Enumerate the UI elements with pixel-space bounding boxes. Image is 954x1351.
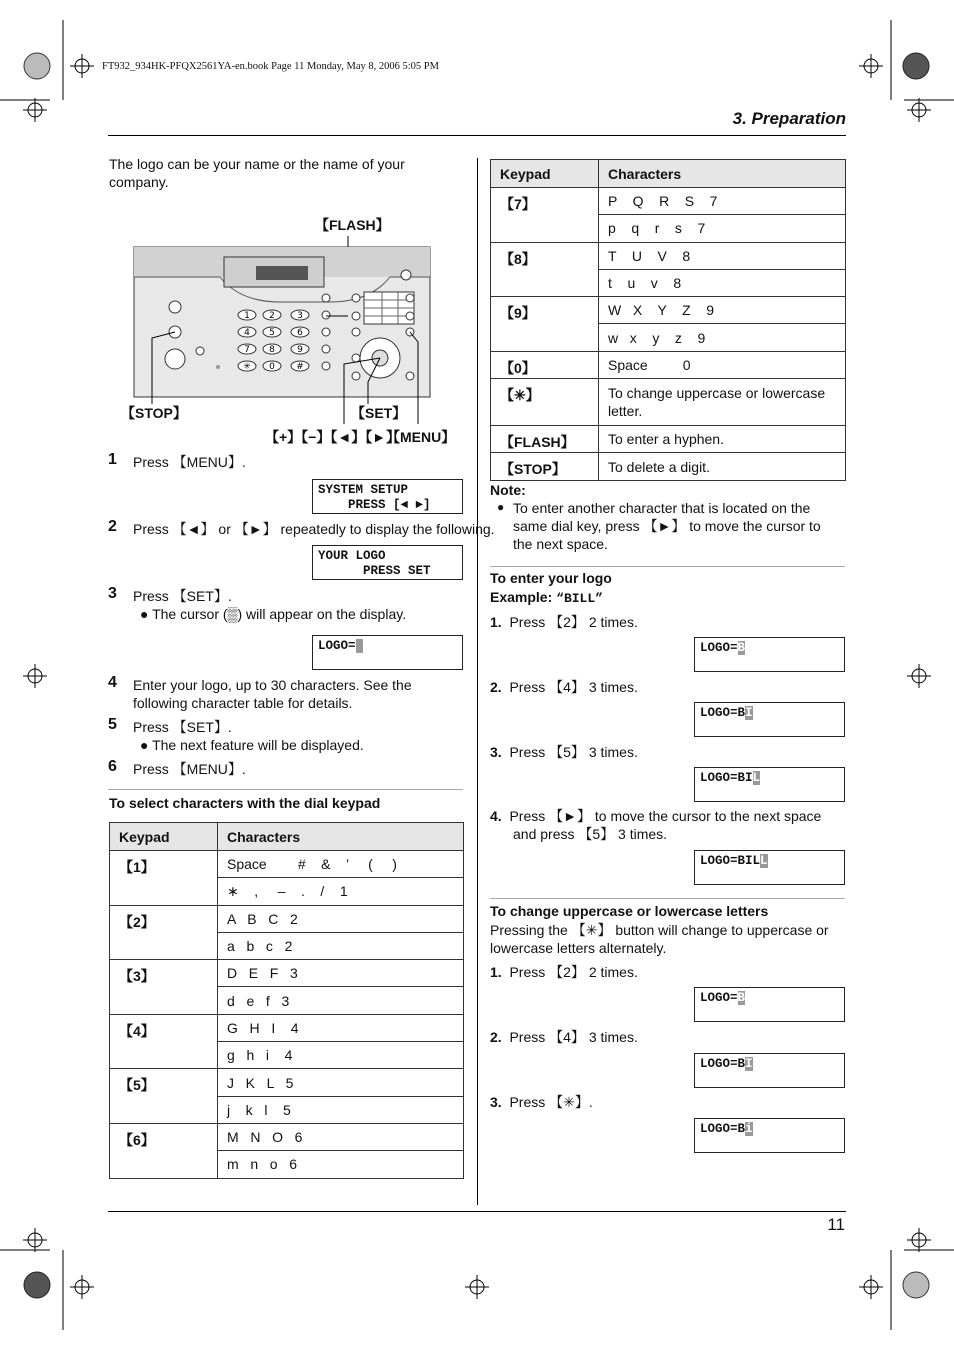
chars-cell: To delete a digit. bbox=[599, 453, 846, 480]
bullet-text: ● The cursor (▒) will appear on the display. bbox=[140, 606, 407, 622]
label-flash: 【FLASH】 bbox=[315, 217, 390, 233]
key-cell: 【9】 bbox=[491, 297, 599, 352]
label-set: 【SET】 bbox=[351, 405, 407, 421]
display-logo-bill: LOGO=BILL bbox=[694, 850, 845, 885]
dial-keypad-heading: To select characters with the dial keypad bbox=[109, 795, 381, 811]
intro-text: The logo can be your name or the name of your company. bbox=[109, 156, 405, 190]
key-cell: 【0】 bbox=[491, 351, 599, 378]
label-menu: 【MENU】 bbox=[386, 429, 456, 445]
divider bbox=[490, 898, 845, 899]
section-title: 3. Preparation bbox=[732, 109, 846, 128]
case-text: Pressing the 【✳】 button will change to uppercase or lowercase letters alternately. bbox=[490, 922, 829, 956]
step-number: 3 bbox=[108, 585, 117, 602]
key-cell: 【STOP】 bbox=[491, 453, 599, 480]
display-logo-bi: LOGO=BI bbox=[694, 702, 845, 737]
chars-cell: T U V 8 bbox=[599, 242, 846, 269]
key-star: ✳ bbox=[243, 362, 251, 372]
key-9: 9 bbox=[297, 345, 303, 355]
chars-cell: p q r s 7 bbox=[599, 215, 846, 242]
chars-cell: a b c 2 bbox=[218, 932, 464, 959]
chars-cell: g h i 4 bbox=[218, 1042, 464, 1069]
display-case-b: LOGO=B bbox=[694, 987, 845, 1022]
characters-header: Characters bbox=[599, 160, 846, 188]
step-text: Press 【SET】. bbox=[133, 588, 232, 604]
enter-logo-heading: To enter your logo bbox=[490, 570, 612, 586]
label-nav-keys: 【+】【−】【◄】【►】 bbox=[265, 429, 401, 445]
key-0: 0 bbox=[269, 362, 275, 372]
key-cell: 【8】 bbox=[491, 242, 599, 297]
step-text: Press 【MENU】. bbox=[133, 761, 246, 777]
footer-rule bbox=[108, 1211, 846, 1212]
enter-step-1: 1. Press 【2】 2 times. bbox=[490, 614, 638, 630]
key-8: 8 bbox=[269, 345, 275, 355]
key-7: 7 bbox=[244, 345, 250, 355]
display-case-bi: LOGO=BI bbox=[694, 1053, 845, 1088]
key-3: 3 bbox=[297, 311, 303, 321]
case-step-3: 3. Press 【✳】. bbox=[490, 1094, 593, 1110]
key-6: 6 bbox=[297, 328, 303, 338]
note-title: Note: bbox=[490, 482, 526, 498]
chars-cell: W X Y Z 9 bbox=[599, 297, 846, 324]
step-number: 6 bbox=[108, 758, 117, 775]
key-cell: 【7】 bbox=[491, 188, 599, 243]
chars-cell: P Q R S 7 bbox=[599, 188, 846, 215]
chars-cell: d e f 3 bbox=[218, 987, 464, 1014]
key-hash: # bbox=[296, 362, 304, 372]
enter-step-2: 2. Press 【4】 3 times. bbox=[490, 679, 638, 695]
label-stop: 【STOP】 bbox=[121, 405, 187, 421]
step-text: Press 【◄】 or 【►】 repeatedly to display the following. bbox=[133, 521, 495, 537]
example-line: Example: “BILL” bbox=[490, 589, 603, 606]
column-divider bbox=[477, 158, 478, 1205]
divider bbox=[108, 789, 463, 790]
chars-cell: G H I 4 bbox=[218, 1014, 464, 1041]
key-4: 4 bbox=[244, 328, 250, 338]
key-cell: 【2】 bbox=[110, 905, 218, 960]
key-cell: 【✳】 bbox=[491, 379, 599, 426]
chars-cell: ∗ , – . / 1 bbox=[218, 878, 464, 905]
characters-header: Characters bbox=[218, 823, 464, 851]
chars-cell: J K L 5 bbox=[218, 1069, 464, 1096]
step-text: Press 【SET】. bbox=[133, 719, 232, 735]
key-2: 2 bbox=[269, 311, 275, 321]
key-cell: 【5】 bbox=[110, 1069, 218, 1124]
key-cell: 【6】 bbox=[110, 1123, 218, 1178]
chars-cell: M N O 6 bbox=[218, 1123, 464, 1150]
chars-cell: t u v 8 bbox=[599, 269, 846, 296]
display-logo: LOGO= bbox=[312, 635, 463, 670]
step-number: 1 bbox=[108, 451, 117, 468]
display-logo-bil: LOGO=BIL bbox=[694, 767, 845, 802]
keypad-header: Keypad bbox=[491, 160, 599, 188]
bullet-text: ● The next feature will be displayed. bbox=[140, 737, 364, 753]
chars-cell: m n o 6 bbox=[218, 1151, 464, 1178]
cursor bbox=[356, 639, 364, 653]
key-cell: 【4】 bbox=[110, 1014, 218, 1069]
page-number: 11 bbox=[827, 1215, 845, 1234]
character-table-right bbox=[490, 159, 846, 481]
key-cell: 【1】 bbox=[110, 851, 218, 906]
enter-step-4: 4. Press 【►】 to move the cursor to the next space and press 【5】 3 times. bbox=[490, 808, 822, 842]
chars-cell: A B C 2 bbox=[218, 905, 464, 932]
divider bbox=[490, 566, 845, 567]
step-number: 2 bbox=[108, 518, 117, 535]
display-system-setup: SYSTEM SETUP PRESS [◄ ►] bbox=[312, 479, 463, 514]
step-number: 4 bbox=[108, 674, 117, 691]
key-1: 1 bbox=[244, 311, 250, 321]
print-header: FT932_934HK-PFQX2561YA-en.book Page 11 Monday, May 8, 2006 5:05 PM bbox=[102, 61, 439, 72]
keypad-header: Keypad bbox=[110, 823, 218, 851]
display-your-logo: YOUR LOGO PRESS SET bbox=[312, 545, 463, 580]
header-rule bbox=[108, 135, 846, 136]
case-step-1: 1. Press 【2】 2 times. bbox=[490, 964, 638, 980]
step-text: Press 【MENU】. bbox=[133, 454, 246, 470]
enter-step-3: 3. Press 【5】 3 times. bbox=[490, 744, 638, 760]
step-number: 5 bbox=[108, 716, 117, 733]
key-cell: 【FLASH】 bbox=[491, 426, 599, 453]
display-logo-b: LOGO=B bbox=[694, 637, 845, 672]
key-5: 5 bbox=[269, 328, 275, 338]
key-cell: 【3】 bbox=[110, 960, 218, 1015]
chars-cell: j k l 5 bbox=[218, 1096, 464, 1123]
chars-cell: To enter a hyphen. bbox=[599, 426, 846, 453]
note-text: To enter another character that is located on the same dial key, press 【►】 to move the cursor to the next space. bbox=[513, 500, 821, 552]
display-case-bi-lower: LOGO=Bi bbox=[694, 1118, 845, 1153]
chars-cell: w x y z 9 bbox=[599, 324, 846, 351]
character-table-left bbox=[109, 822, 464, 1179]
chars-cell: Space 0 bbox=[599, 351, 846, 378]
step-text: Enter your logo, up to 30 characters. See the following character table for details. bbox=[133, 677, 412, 711]
chars-cell: D E F 3 bbox=[218, 960, 464, 987]
chars-cell: To change uppercase or lowercase letter. bbox=[599, 379, 846, 426]
case-heading: To change uppercase or lowercase letters bbox=[490, 903, 769, 919]
case-step-2: 2. Press 【4】 3 times. bbox=[490, 1029, 638, 1045]
chars-cell: Space # & ’ ( ) bbox=[218, 851, 464, 878]
note-bullet: ● bbox=[497, 500, 505, 514]
